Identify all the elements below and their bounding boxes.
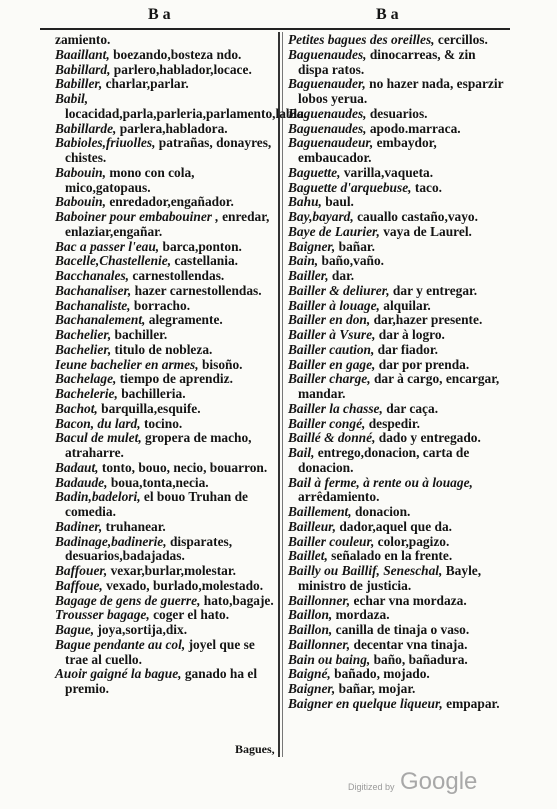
entry-headword: Babillarde, xyxy=(55,120,117,136)
entry-translation: enredar, enlaziar,engañar. xyxy=(65,209,270,239)
entry-translation: varilla,vaqueta. xyxy=(343,164,434,180)
dictionary-entry xyxy=(288,638,506,653)
entry-headword: Bailler, xyxy=(288,268,329,283)
entry-translation: embaydor, embaucador. xyxy=(298,135,437,165)
entry-headword: Bacul de mulet, xyxy=(55,430,142,446)
entry-headword: Baigné, xyxy=(288,666,331,682)
entry-translation: bachiller. xyxy=(114,327,168,342)
dictionary-entry xyxy=(288,240,506,255)
entry-translation: zamiento. xyxy=(55,32,111,47)
dictionary-entry xyxy=(288,535,506,550)
entry-translation: baul. xyxy=(325,194,354,210)
entry-translation: boezando,bosteza ndo. xyxy=(113,46,242,62)
entry-translation: dar por prenda. xyxy=(378,356,470,372)
entry-headword: Bachelier, xyxy=(55,327,112,342)
dictionary-entry xyxy=(55,284,275,299)
entry-translation: cauallo castaño,vayo. xyxy=(357,209,478,224)
dictionary-entry xyxy=(288,210,506,225)
dictionary-entry xyxy=(55,402,275,417)
dictionary-entry xyxy=(55,254,275,269)
entry-headword: Bailler couleur, xyxy=(288,533,375,549)
entry-headword: Bailler en gage, xyxy=(288,356,376,372)
entry-headword: Baaillant, xyxy=(55,46,110,62)
dictionary-entry xyxy=(55,623,275,638)
entry-translation: mordaza. xyxy=(335,607,390,623)
dictionary-entry xyxy=(288,225,506,240)
dictionary-entry xyxy=(288,33,506,48)
dictionary-entry xyxy=(55,476,275,491)
dictionary-entry xyxy=(288,136,506,166)
entry-headword: Baillon, xyxy=(288,607,333,623)
dictionary-entry xyxy=(55,667,275,697)
entry-translation: joyel que se trae al cuello. xyxy=(65,636,255,667)
entry-headword: Bachelier, xyxy=(55,341,112,357)
entry-translation: bañar, mojar. xyxy=(338,681,416,696)
entry-headword: Bailler caution, xyxy=(288,341,375,357)
page-header xyxy=(0,4,557,28)
entry-headword: Babil, xyxy=(55,91,89,106)
entry-translation: dado y entregado. xyxy=(378,430,481,446)
entry-headword: Babillard, xyxy=(55,61,111,77)
dictionary-entry xyxy=(55,372,275,387)
entry-headword: Bac a passer l'eau, xyxy=(55,238,160,254)
entry-headword: Bagage de gens de guerre, xyxy=(55,592,201,608)
entry-translation: enredador,engañador. xyxy=(109,194,234,210)
dictionary-entry xyxy=(55,63,275,78)
dictionary-entry xyxy=(288,682,506,697)
entry-headword: Bail à ferme, à rente ou à louage, xyxy=(288,474,473,490)
entry-translation: bisoño. xyxy=(201,356,243,372)
entry-translation: coger el hato. xyxy=(153,607,230,623)
entry-headword: Bacelle,Chastellenie, xyxy=(55,253,172,269)
column-divider xyxy=(278,32,280,757)
dictionary-entry xyxy=(288,284,506,299)
dictionary-entry xyxy=(55,594,275,609)
dictionary-entry xyxy=(288,328,506,343)
digitized-by-text: Digitized by xyxy=(348,782,395,792)
dictionary-entry xyxy=(55,136,275,166)
entry-translation: vexar,burlar,molestar. xyxy=(110,563,236,578)
entry-headword: Baillonner, xyxy=(288,636,351,652)
dictionary-entry xyxy=(288,431,506,446)
entry-translation: barquilla,esquife. xyxy=(101,400,201,416)
dictionary-entry xyxy=(55,91,308,122)
entry-headword: Bail, xyxy=(288,445,315,460)
dictionary-entry xyxy=(55,387,275,402)
dictionary-entry xyxy=(55,358,275,373)
entry-translation: baño,vaño. xyxy=(321,253,385,269)
dictionary-entry xyxy=(288,667,506,682)
entry-headword: Bay,bayard, xyxy=(288,209,354,224)
dictionary-entry xyxy=(288,623,506,638)
entry-translation: baño, bañadura. xyxy=(373,651,468,667)
entry-headword: Bailler en don, xyxy=(288,312,371,328)
entry-headword: Bailler à louage, xyxy=(288,297,380,313)
entry-headword: Baffoue, xyxy=(55,577,103,593)
dictionary-entry xyxy=(55,269,275,284)
dictionary-entry xyxy=(288,476,506,506)
entry-translation: mono con cola, mico,gatopaus. xyxy=(65,164,195,195)
entry-translation: apodo.marraca. xyxy=(369,120,461,136)
dictionary-entry xyxy=(55,417,275,432)
dictionary-entry xyxy=(288,594,506,609)
entry-headword: Bacchanales, xyxy=(55,268,130,283)
entry-translation: desuarios. xyxy=(369,105,428,121)
entry-translation: bañar. xyxy=(338,238,375,254)
entry-translation: vaya de Laurel. xyxy=(383,223,472,239)
dictionary-entry xyxy=(288,48,506,78)
running-head-right: B a xyxy=(376,6,399,23)
entry-headword: Bachelage, xyxy=(55,371,117,387)
entry-headword: Babouin, xyxy=(55,194,106,210)
dictionary-entry xyxy=(288,195,506,210)
dictionary-entry xyxy=(55,48,275,63)
entry-headword: Badaude, xyxy=(55,474,108,490)
entry-headword: Baguette d'arquebuse, xyxy=(288,179,412,195)
entry-translation: el bouo Truhan de comedia. xyxy=(65,489,248,519)
entry-translation: tiempo de aprendiz. xyxy=(119,371,233,387)
entry-translation: joya,sortija,dix. xyxy=(97,622,188,637)
entry-translation: carnestollendas. xyxy=(132,268,225,283)
entry-translation: Bayle, ministro de justicia. xyxy=(298,563,482,593)
dictionary-entry xyxy=(55,210,275,240)
entry-headword: Bailleur, xyxy=(288,518,336,534)
entry-headword: Auoir gaigné la bague, xyxy=(55,666,182,682)
entry-headword: Bailler charge, xyxy=(288,371,371,387)
entry-headword: Bailly ou Baillif, Seneschal, xyxy=(288,563,443,578)
right-column xyxy=(288,33,506,712)
entry-headword: Baguenaudeur, xyxy=(288,135,374,151)
entry-translation: dar fiador. xyxy=(377,341,438,357)
entry-headword: Baigner, xyxy=(288,681,336,696)
entry-translation: tocino. xyxy=(143,415,183,431)
entry-headword: Badiner, xyxy=(55,518,103,534)
entry-translation: dar,hazer presente. xyxy=(373,312,483,328)
entry-headword: Bain ou baing, xyxy=(288,651,371,667)
dictionary-entry xyxy=(55,638,275,668)
header-rule xyxy=(40,28,510,30)
dictionary-entry xyxy=(288,653,506,668)
entry-headword: Bague, xyxy=(55,622,95,637)
entry-headword: Babiller, xyxy=(55,76,103,92)
dictionary-entry xyxy=(288,505,506,520)
entry-translation: parlera,habladora. xyxy=(119,120,228,136)
entry-headword: Baillonner, xyxy=(288,592,351,608)
dictionary-entry xyxy=(55,77,275,92)
entry-translation: hazer carnestollendas. xyxy=(134,282,262,298)
entry-translation: bachilleria. xyxy=(121,386,186,401)
entry-translation: canilla de tinaja o vaso. xyxy=(335,622,470,637)
entry-headword: Baigner en quelque liqueur, xyxy=(288,695,443,711)
dictionary-entry xyxy=(288,372,506,402)
dictionary-entry xyxy=(55,535,275,565)
dictionary-entry xyxy=(55,313,275,328)
entry-translation: dar. xyxy=(331,268,355,283)
dictionary-entry xyxy=(55,579,275,594)
entry-translation: bañado, mojado. xyxy=(334,666,430,682)
entry-translation: dinocarreas, & zin dispa ratos. xyxy=(298,46,476,77)
entry-headword: Baguette, xyxy=(288,164,341,180)
entry-headword: Trousser bagage, xyxy=(55,607,150,623)
entry-translation: empapar. xyxy=(446,695,500,711)
entry-translation: dar à cargo, encargar, mandar. xyxy=(298,371,500,401)
entry-headword: Badaut, xyxy=(55,459,99,475)
entry-translation: taco. xyxy=(414,179,443,195)
dictionary-entry xyxy=(288,417,506,432)
dictionary-entry xyxy=(288,343,506,358)
entry-translation: gropera de macho, atraharre. xyxy=(65,430,252,460)
entry-headword: Baboiner pour embabouiner , xyxy=(55,209,219,224)
entry-translation: dar à logro. xyxy=(378,327,445,342)
entry-headword: Baguenaudes, xyxy=(288,105,367,121)
entry-translation: titulo de nobleza. xyxy=(114,341,213,357)
entry-headword: Bachanaliser, xyxy=(55,282,132,298)
entry-translation: parlero,hablador,locace. xyxy=(113,61,252,77)
dictionary-entry xyxy=(55,564,275,579)
entry-headword: Bague pendante au col, xyxy=(55,636,186,652)
entry-translation: castellania. xyxy=(174,253,239,269)
entry-headword: Bailler congé, xyxy=(288,415,366,431)
dictionary-entry xyxy=(55,490,275,520)
entry-translation: tonto, bouo, necio, bouarron. xyxy=(101,459,268,475)
entry-translation: dar caça. xyxy=(386,400,439,416)
entry-translation: disparates, desuarios,badajadas. xyxy=(65,533,233,564)
entry-headword: Bachanalement, xyxy=(55,312,146,328)
entry-translation: locacidad,parla,parleria,parlamento,labia. xyxy=(65,105,308,121)
entry-headword: Bachanaliste, xyxy=(55,297,131,313)
entry-translation: charlar,parlar. xyxy=(105,76,189,92)
dictionary-entry xyxy=(55,328,275,343)
entry-translation: alegramente. xyxy=(148,312,223,328)
entry-headword: Bachot, xyxy=(55,400,98,416)
entry-headword: Bailler & deliurer, xyxy=(288,282,390,298)
dictionary-entry xyxy=(288,446,506,476)
google-logo-text: Google xyxy=(400,768,478,795)
entry-headword: Baillon, xyxy=(288,622,333,637)
entry-translation: cercillos. xyxy=(437,32,488,47)
entry-headword: Badinage,badinerie, xyxy=(55,533,167,549)
catchword: Bagues, xyxy=(235,742,275,756)
entry-translation: decentar vna tinaja. xyxy=(353,636,468,652)
dictionary-entry xyxy=(288,549,506,564)
dictionary-entry xyxy=(288,77,506,107)
entry-headword: Baillé & donné, xyxy=(288,430,376,446)
entry-headword: Baffouer, xyxy=(55,563,108,578)
entry-translation: donacion. xyxy=(354,504,411,519)
entry-headword: Bacon, du lard, xyxy=(55,415,141,431)
entry-headword: Bain, xyxy=(288,253,319,269)
dictionary-entry xyxy=(288,181,506,196)
entry-translation: ganado ha el premio. xyxy=(65,666,258,696)
entry-headword: Baguenaudes, xyxy=(288,46,367,62)
google-watermark xyxy=(348,768,548,800)
entry-headword: Bailler la chasse, xyxy=(288,400,383,416)
entry-translation: despedir. xyxy=(368,415,420,431)
entry-headword: Babouin, xyxy=(55,164,106,180)
entry-translation: color,pagizo. xyxy=(377,533,450,549)
column-divider-inner xyxy=(282,32,283,757)
entry-headword: Petites bagues des oreilles, xyxy=(288,32,435,47)
entry-translation: señalado en la frente. xyxy=(331,548,453,564)
dictionary-entry xyxy=(288,122,506,137)
entry-translation: hato,bagaje. xyxy=(203,592,274,608)
entry-translation: alquilar. xyxy=(383,297,431,313)
entry-headword: Badin,badelori, xyxy=(55,489,141,505)
dictionary-entry xyxy=(288,402,506,417)
dictionary-entry xyxy=(55,431,275,461)
dictionary-entry xyxy=(288,697,506,712)
dictionary-entry xyxy=(288,358,506,373)
dictionary-entry xyxy=(55,608,275,623)
entry-headword: Babioles,friuolles, xyxy=(55,135,156,151)
entry-headword: Baillet, xyxy=(288,548,328,564)
dictionary-entry xyxy=(288,608,506,623)
dictionary-entry xyxy=(288,107,506,122)
dictionary-entry xyxy=(288,254,506,269)
dictionary-entry xyxy=(288,313,506,328)
entry-headword: Baguenaudes, xyxy=(288,120,367,136)
dictionary-entry xyxy=(55,195,275,210)
dictionary-entry xyxy=(55,166,275,196)
dictionary-entry xyxy=(288,520,506,535)
entry-translation: no hazer nada, esparzir lobos yerua. xyxy=(298,76,504,106)
entry-headword: Baye de Laurier, xyxy=(288,223,380,239)
entry-translation: truhanear. xyxy=(105,518,166,534)
entry-translation: vexado, burlado,molestado. xyxy=(106,577,264,593)
running-head-left: B a xyxy=(148,6,171,23)
entry-headword: Baillement, xyxy=(288,504,352,519)
dictionary-entry xyxy=(55,520,275,535)
entry-translation: boua,tonta,necia. xyxy=(110,474,209,490)
dictionary-entry xyxy=(55,33,275,48)
entry-headword: Bahu, xyxy=(288,194,322,210)
dictionary-entry xyxy=(55,240,275,255)
entry-translation: dar y entregar. xyxy=(392,282,478,298)
dictionary-entry xyxy=(55,461,275,476)
dictionary-entry xyxy=(288,166,506,181)
entry-headword: Baguenauder, xyxy=(288,76,366,92)
entry-translation: borracho. xyxy=(133,297,191,313)
dictionary-entry xyxy=(288,564,506,594)
entry-translation: barca,ponton. xyxy=(162,238,242,254)
dictionary-entry xyxy=(55,299,275,314)
entry-translation: echar vna mordaza. xyxy=(353,592,467,608)
entry-translation: entrego,donacion, carta de donacion. xyxy=(298,445,470,475)
entry-headword: Baigner, xyxy=(288,238,336,254)
entry-headword: Bailler à Vsure, xyxy=(288,327,376,342)
dictionary-entry xyxy=(55,122,275,137)
entry-headword: Ieune bachelier en armes, xyxy=(55,356,199,372)
entry-headword: Bachelerie, xyxy=(55,386,118,401)
dictionary-entry xyxy=(288,269,506,284)
entry-translation: patrañas, donayres, chistes. xyxy=(65,135,272,165)
entry-translation: arrêdamiento. xyxy=(298,489,380,505)
entry-translation: dador,aquel que da. xyxy=(339,518,452,534)
dictionary-entry xyxy=(55,343,275,358)
dictionary-entry xyxy=(288,299,506,314)
